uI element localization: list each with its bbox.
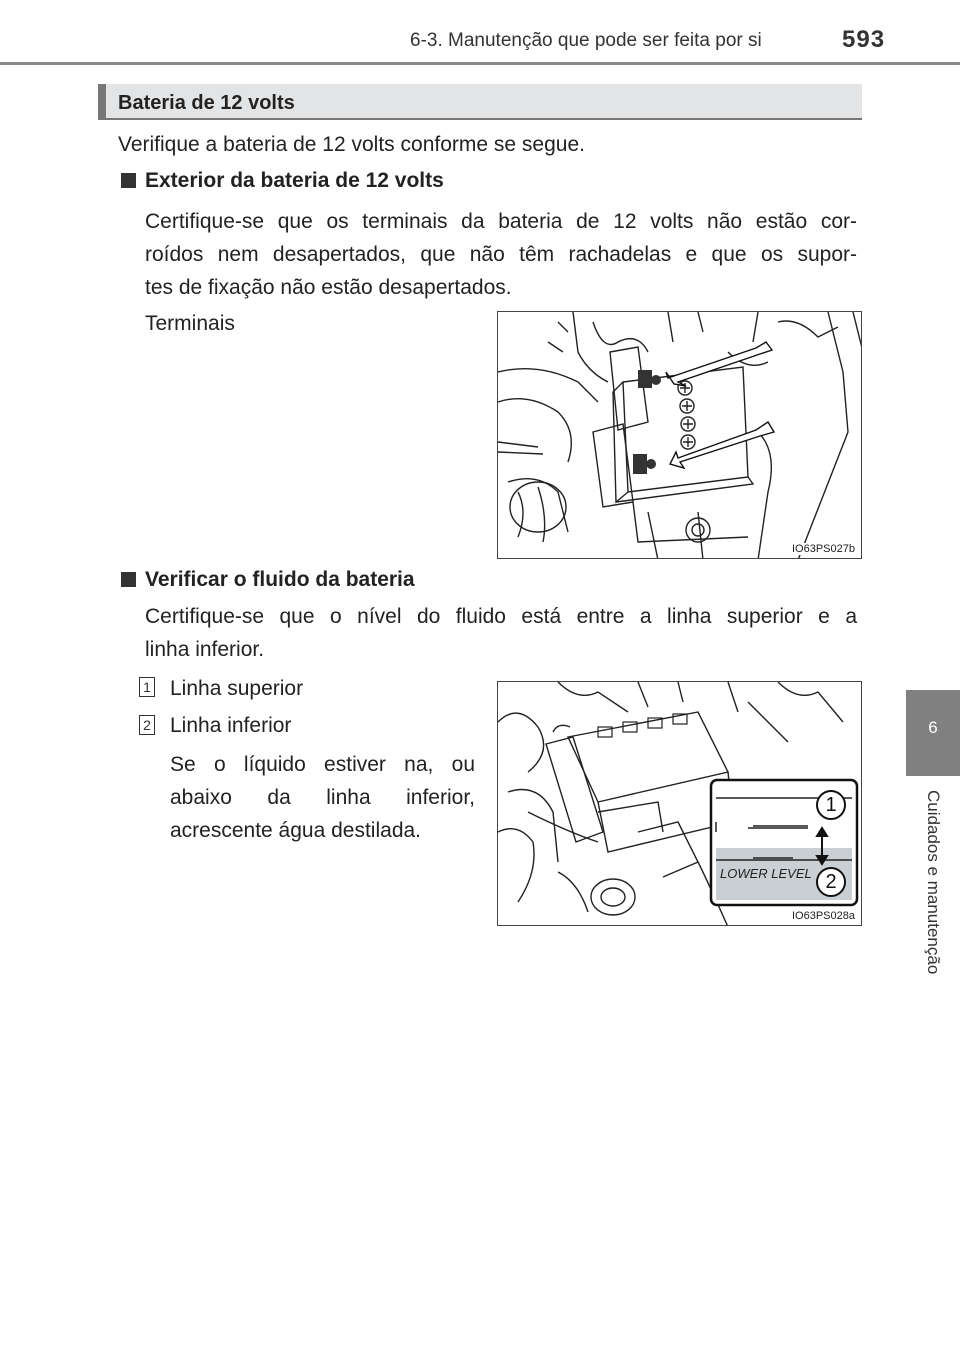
bullet-square-icon bbox=[121, 572, 136, 587]
section-intro: Verifique a bateria de 12 volts conforme se segue. bbox=[118, 133, 585, 156]
body-line: Certifique-se que os terminais da bateria de 12 volts não estão cor- bbox=[145, 210, 857, 233]
callout-1: 1 bbox=[816, 790, 846, 820]
engine-bay-illustration bbox=[498, 312, 862, 559]
bullet-square-icon bbox=[121, 173, 136, 188]
page-number: 593 bbox=[842, 26, 886, 53]
running-header: 6-3. Manutenção que pode ser feita por si bbox=[410, 30, 762, 51]
chapter-number: 6 bbox=[928, 718, 938, 737]
body-line: Certifique-se que o nível do fluido está entre a linha superior e a bbox=[145, 605, 857, 628]
fluid-note bbox=[170, 748, 475, 847]
note-line: acrescente água destilada. bbox=[170, 819, 422, 842]
exterior-heading: Exterior da bateria de 12 volts bbox=[145, 169, 444, 192]
terminals-label: Terminais bbox=[145, 312, 235, 335]
section-title: Bateria de 12 volts bbox=[118, 92, 295, 114]
battery-terminals-figure bbox=[497, 311, 862, 559]
item-number-2: 2 bbox=[139, 715, 155, 735]
exterior-body bbox=[145, 205, 857, 304]
header-divider bbox=[0, 62, 960, 65]
callout-2: 2 bbox=[816, 867, 846, 897]
fluid-body bbox=[145, 600, 857, 666]
section-header-bar bbox=[98, 84, 862, 120]
body-line: tes de fixação não estão desapertados. bbox=[145, 276, 512, 299]
note-line: abaixo da linha inferior, bbox=[170, 786, 475, 809]
figure-code: IO63PS028a bbox=[792, 910, 855, 922]
lower-level-label: LOWER LEVEL bbox=[720, 866, 812, 881]
chapter-side-label bbox=[908, 790, 958, 1020]
item-label-lower: Linha inferior bbox=[170, 714, 292, 737]
item-label-upper: Linha superior bbox=[170, 677, 304, 700]
fluid-level-figure bbox=[497, 681, 862, 926]
note-line: Se o líquido estiver na, ou bbox=[170, 753, 475, 776]
chapter-title: Cuidados e manutenção bbox=[924, 790, 943, 975]
item-number-1: 1 bbox=[139, 677, 155, 697]
figure-code: IO63PS027b bbox=[792, 543, 855, 555]
body-line: linha inferior. bbox=[145, 638, 265, 661]
chapter-tab bbox=[906, 690, 960, 776]
battery-level-illustration bbox=[498, 682, 862, 926]
fluid-heading: Verificar o fluido da bateria bbox=[145, 568, 415, 591]
body-line: roídos nem desapertados, que não têm rachadelas e que os supor- bbox=[145, 243, 857, 266]
